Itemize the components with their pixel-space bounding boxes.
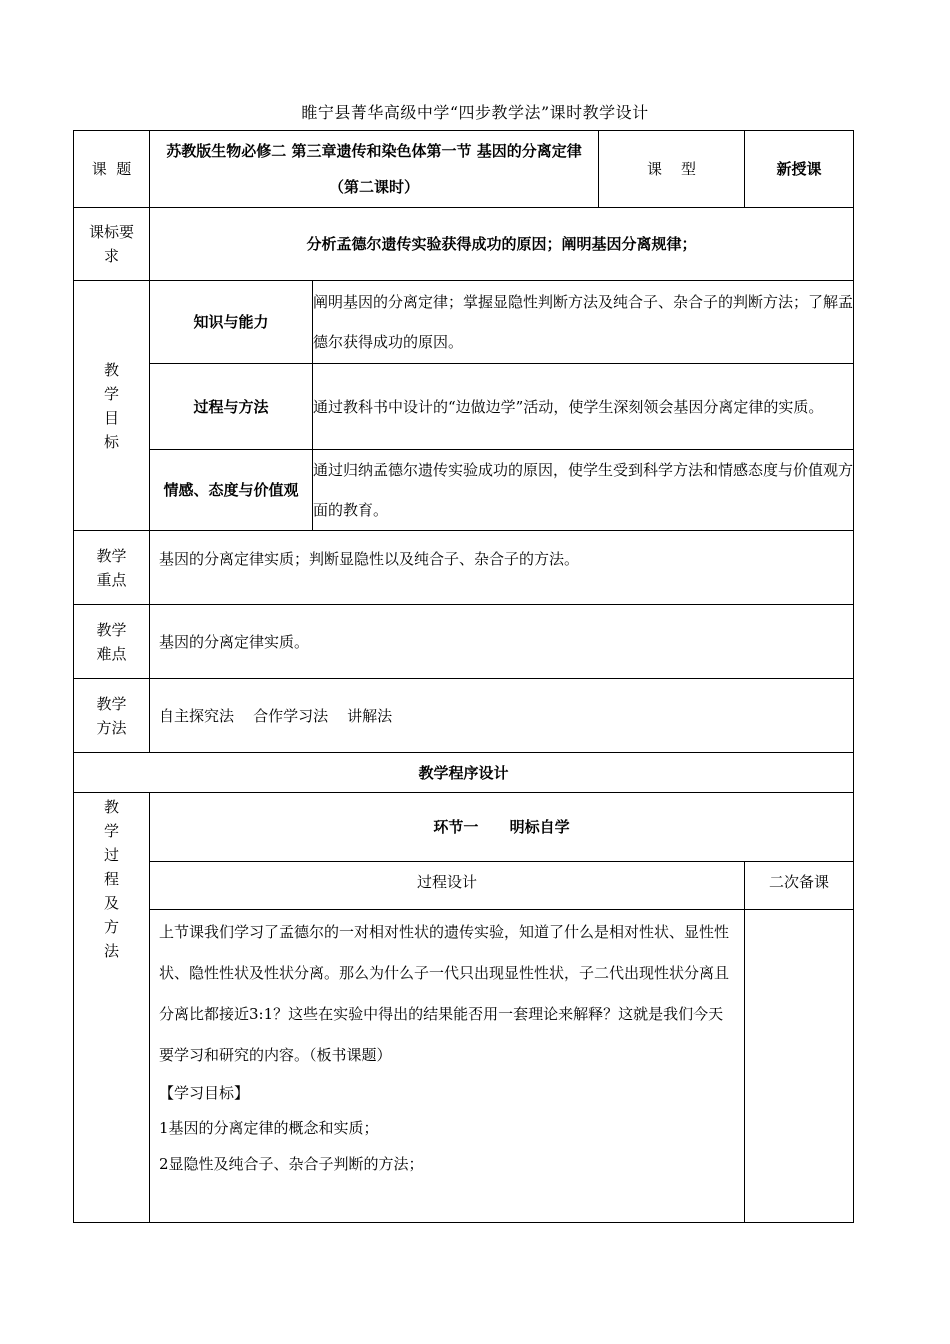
key-points-row bbox=[74, 531, 854, 605]
type-value: 新授课 bbox=[745, 131, 854, 208]
goal-item: 2显隐性及纯合子、杂合子判断的方法； bbox=[159, 1155, 424, 1173]
objective-row bbox=[74, 450, 854, 531]
col-prep: 二次备课 bbox=[745, 862, 854, 910]
goals-heading: 【学习目标】 bbox=[159, 1084, 250, 1102]
objectives-label: 教学目标 bbox=[74, 281, 150, 531]
methods-value: 自主探究法 合作学习法 讲解法 bbox=[150, 679, 854, 753]
difficulties-row bbox=[74, 605, 854, 679]
methods-row bbox=[74, 679, 854, 753]
difficulties-value: 基因的分离定律实质。 bbox=[150, 605, 854, 679]
process-columns-row bbox=[74, 862, 854, 910]
standard-label: 课标要求 bbox=[74, 208, 150, 281]
objective-name: 过程与方法 bbox=[150, 364, 313, 450]
standard-value: 分析孟德尔遗传实验获得成功的原因；阐明基因分离规律； bbox=[150, 208, 854, 281]
objective-name: 知识与能力 bbox=[150, 281, 313, 364]
objective-text: 通过教科书中设计的“边做边学”活动，使学生深刻领会基因分离定律的实质。 bbox=[313, 364, 854, 450]
difficulties-label: 教学难点 bbox=[74, 605, 150, 679]
type-label: 课 型 bbox=[599, 131, 745, 208]
goal-item: 1基因的分离定律的概念和实质； bbox=[159, 1119, 379, 1137]
document-title: 睢宁县菁华高级中学“四步教学法”课时教学设计 bbox=[301, 103, 649, 122]
procedure-header-row bbox=[74, 753, 854, 793]
topic-value: 苏教版生物必修二 第三章遗传和染色体第一节 基因的分离定律（第二课时） bbox=[150, 131, 599, 208]
topic-label: 课 题 bbox=[74, 131, 150, 208]
objective-text: 通过归纳孟德尔遗传实验成功的原因，使学生受到科学方法和情感态度与价值观方面的教育。 bbox=[313, 450, 854, 531]
objective-row bbox=[74, 281, 854, 364]
objective-name: 情感、态度与价值观 bbox=[150, 450, 313, 531]
process-label: 教学过程及方法 bbox=[74, 793, 150, 1223]
process-design-cell bbox=[150, 910, 745, 1223]
stage-title: 环节一 明标自学 bbox=[150, 793, 854, 862]
procedure-header: 教学程序设计 bbox=[74, 753, 854, 793]
process-content-row bbox=[74, 910, 854, 1223]
methods-label: 教学方法 bbox=[74, 679, 150, 753]
lesson-plan-table bbox=[73, 130, 854, 1223]
objective-row bbox=[74, 364, 854, 450]
stage-row bbox=[74, 793, 854, 862]
topic-row bbox=[74, 131, 854, 208]
key-points-value: 基因的分离定律实质；判断显隐性以及纯合子、杂合子的方法。 bbox=[150, 531, 854, 605]
col-design: 过程设计 bbox=[150, 862, 745, 910]
intro-text: 上节课我们学习了孟德尔的一对相对性状的遗传实验，知道了什么是相对性状、显性性状、隐性性状及性状分离。那么为什么子一代只出现显性性状，子二代出现性状分离且分离比都接近3:1？这些在实验中得出的结果能否用一套理论来解释？这就是我们今天要学习和研究的内容。（板书课题） bbox=[159, 923, 730, 1064]
process-prep-cell bbox=[745, 910, 854, 1223]
standard-row bbox=[74, 208, 854, 281]
objective-text: 阐明基因的分离定律；掌握显隐性判断方法及纯合子、杂合子的判断方法；了解孟德尔获得成功的原因。 bbox=[313, 281, 854, 364]
key-points-label: 教学重点 bbox=[74, 531, 150, 605]
